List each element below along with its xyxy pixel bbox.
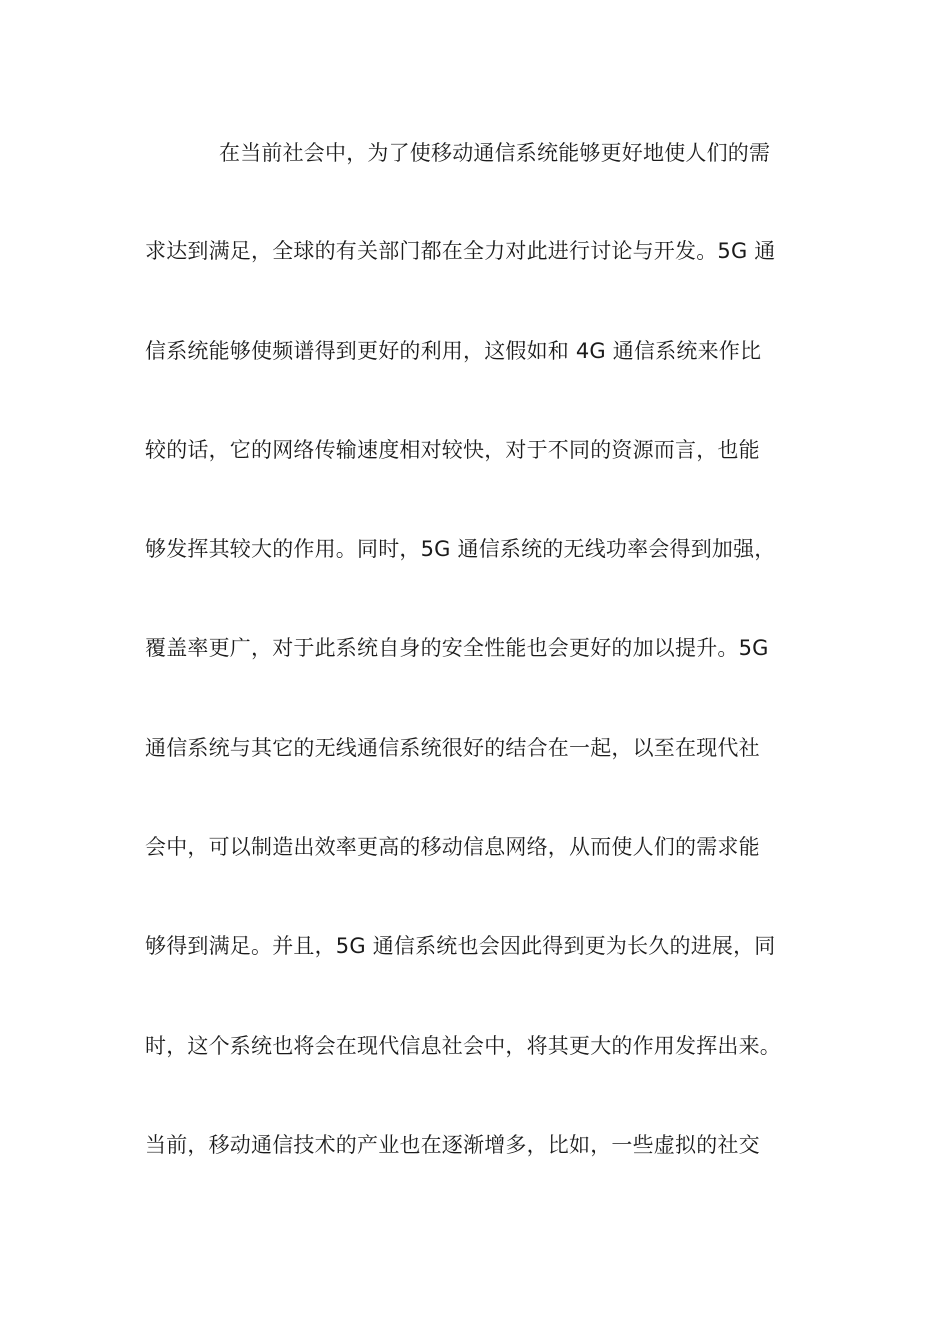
text-line-5: 够发挥其较大的作用。同时，5G 通信系统的无线功率会得到加强， — [145, 537, 776, 561]
text-line-2: 求达到满足，全球的有关部门都在全力对此进行讨论与开发。5G 通 — [145, 239, 776, 263]
text-line-4: 较的话，它的网络传输速度相对较快，对于不同的资源而言，也能 — [145, 438, 760, 462]
text-line-3: 信系统能够使频谱得到更好的利用，这假如和 4G 通信系统来作比 — [145, 339, 762, 363]
text-line-6: 覆盖率更广，对于此系统自身的安全性能也会更好的加以提升。5G — [145, 636, 769, 660]
text-line-10: 时，这个系统也将会在现代信息社会中，将其更大的作用发挥出来。 — [145, 1034, 781, 1058]
text-line-8: 会中，可以制造出效率更高的移动信息网络，从而使人们的需求能 — [145, 835, 760, 859]
text-line-9: 够得到满足。并且，5G 通信系统也会因此得到更为长久的进展，同 — [145, 934, 776, 958]
text-line-11: 当前，移动通信技术的产业也在逐渐增多，比如，一些虚拟的社交 — [145, 1133, 760, 1157]
text-line-7: 通信系统与其它的无线通信系统很好的结合在一起，以至在现代社 — [145, 736, 760, 760]
text-line-1: 在当前社会中，为了使移动通信系统能够更好地使人们的需 — [219, 141, 771, 165]
